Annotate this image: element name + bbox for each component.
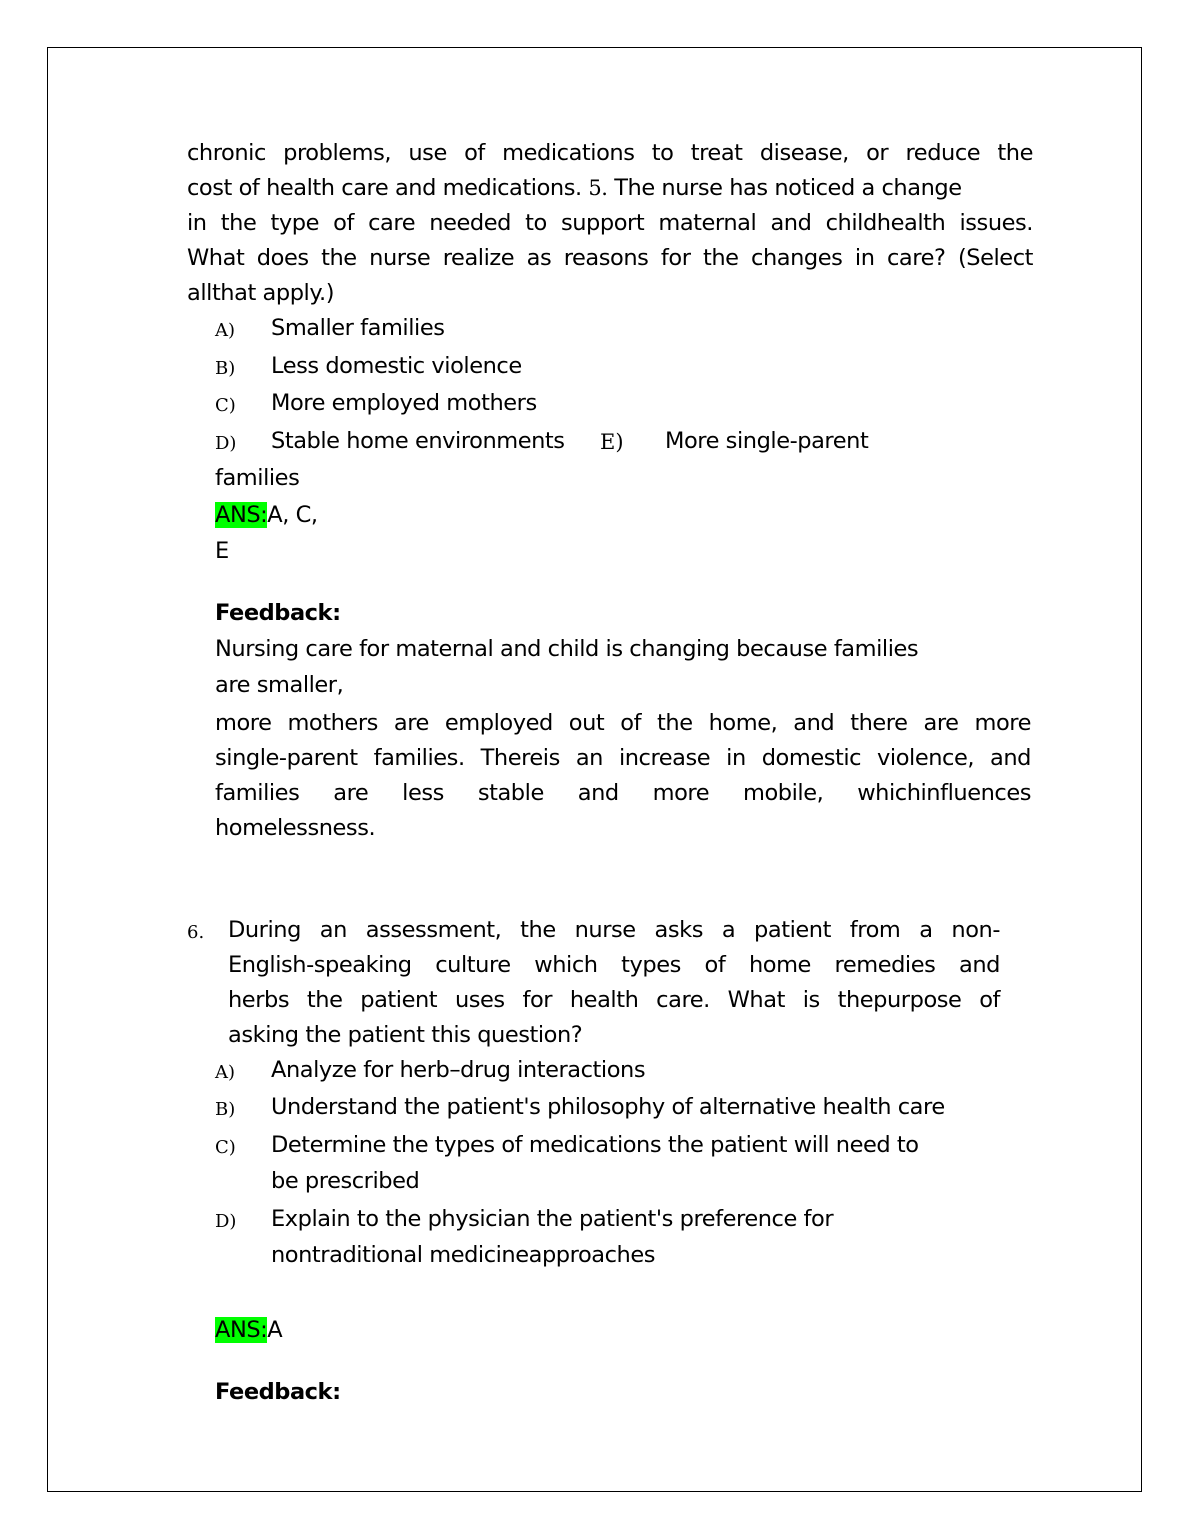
q5-answer-value-line-2: E (215, 538, 229, 564)
q5-stem-line-5: allthat apply.) (187, 280, 335, 306)
q5-feedback-line-1: Nursing care for maternal and child is changing because families (215, 636, 919, 662)
q6-option-c-text-line-1: Determine the types of medications the patient will need to (271, 1132, 919, 1158)
q6-answer-value: A (267, 1317, 283, 1343)
q6-option-d-text-line-1: Explain to the physician the patient's preference for (271, 1206, 834, 1232)
q5-option-b-letter: B) (215, 358, 236, 379)
q6-answer (215, 1317, 282, 1343)
q5-option-d-letter: D) (215, 433, 237, 454)
q5-answer-label: ANS: (215, 502, 268, 528)
q6-option-a-text: Analyze for herb–drug interactions (271, 1057, 646, 1083)
q6-option-b-text: Understand the patient's philosophy of alternative health care (271, 1094, 945, 1120)
q5-option-a-text: Smaller families (271, 315, 445, 341)
q5-option-d-text: Stable home environments (271, 428, 565, 454)
q5-feedback-label: Feedback: (215, 600, 341, 626)
q5-option-e-text: More single-parent (665, 428, 869, 454)
q5-answer-value: A, C, (267, 502, 318, 528)
q5-option-c-text: More employed mothers (271, 390, 537, 416)
q5-feedback-line-4: single-parent families. Thereis an increase in domestic violence, and (215, 745, 1031, 771)
q5-stem-line-3: in the type of care needed to support maternal and childhealth issues. (187, 210, 1033, 236)
q6-option-d-text-line-2: nontraditional medicineapproaches (271, 1242, 655, 1268)
q5-feedback-line-3: more mothers are employed out of the home, and there are more (215, 710, 1031, 736)
q6-feedback-label: Feedback: (215, 1379, 341, 1405)
q5-option-c-letter: C) (215, 395, 236, 416)
q5-stem-line-2: cost of health care and medications. 5. The nurse has noticed a change (187, 175, 962, 201)
q6-stem-line-1: During an assessment, the nurse asks a patient from a non- (228, 917, 1000, 943)
q6-option-b-letter: B) (215, 1099, 236, 1120)
q6-option-a-letter: A) (215, 1062, 236, 1083)
q6-option-d-letter: D) (215, 1211, 237, 1232)
q5-stem-line-4: What does the nurse realize as reasons for the changes in care? (Select (187, 245, 1033, 271)
q5-option-e-letter: E) (600, 430, 624, 454)
q5-option-a-letter: A) (215, 320, 236, 341)
q5-option-b-text: Less domestic violence (271, 353, 522, 379)
q5-feedback-line-6: homelessness. (215, 815, 376, 841)
q6-stem-line-2: English-speaking culture which types of home remedies and (228, 952, 1000, 978)
q6-answer-label: ANS: (215, 1317, 268, 1343)
q5-number: 5. (588, 176, 608, 200)
q6-option-c-text-line-2: be prescribed (271, 1168, 420, 1194)
q6-number: 6. (187, 922, 205, 943)
q5-feedback-line-5: families are less stable and more mobile, whichinfluences (215, 780, 1031, 806)
q6-stem-line-4: asking the patient this question? (228, 1022, 583, 1048)
q5-stem-line-1: chronic problems, use of medications to treat disease, or reduce the (187, 140, 1033, 166)
q5-option-e-continuation: families (215, 465, 300, 491)
q6-stem-line-3: herbs the patient uses for health care. What is thepurpose of (228, 987, 1000, 1013)
q6-option-c-letter: C) (215, 1137, 236, 1158)
q5-feedback-line-2: are smaller, (215, 672, 344, 698)
q5-answer (215, 502, 318, 528)
